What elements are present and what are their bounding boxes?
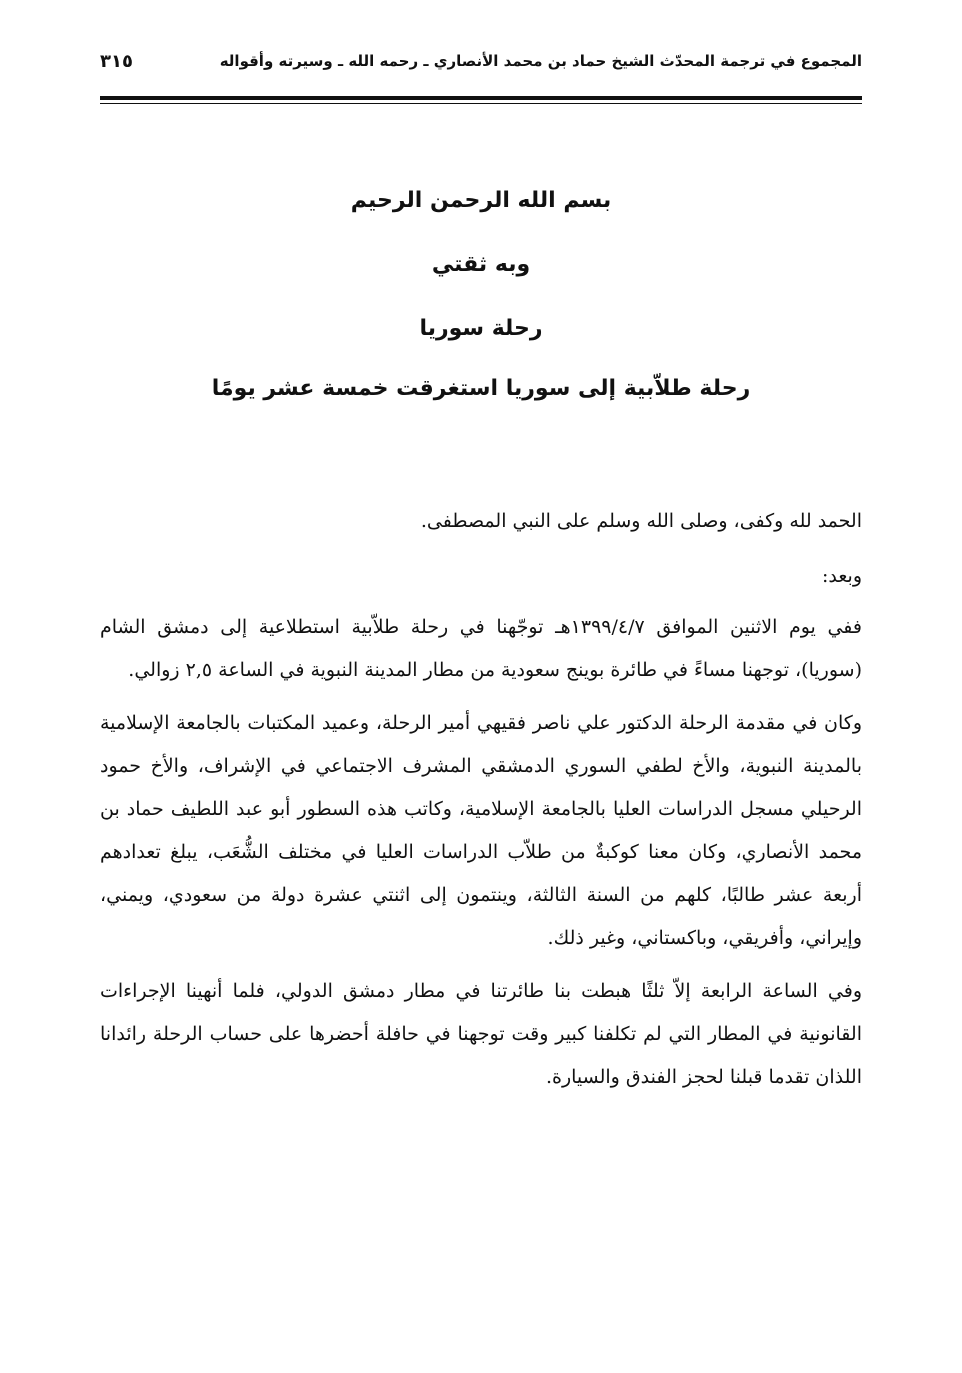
page-number: ٣١٥ <box>100 50 133 72</box>
chapter-title: رحلة سوريا <box>419 316 543 341</box>
chapter-subtitle: رحلة طلاّبية إلى سوريا استغرقت خمسة عشر يومًا <box>211 376 751 401</box>
paragraph-arrival: وفي الساعة الرابعة إلاّ ثلثًا هبطت بنا طائرتنا في مطار دمشق الدولي، فلما أنهينا الإجراءات القانونية في المطار التي لم تكلفنا كبير وقت توجهنا في حافلة أحضرها على حساب الرحلة رائدانا اللذان تقدما قبلنا لحجز الفندق والسيارة. <box>100 980 862 1088</box>
paragraph-departure: ففي يوم الاثنين الموافق ١٣٩٩/٤/٧هـ توجّهنا في رحلة طلاّبية استطلاعية إلى دمشق الشام (سوريا)، توجهنا مساءً في طائرة بوينج سعودية من مطار المدينة النبوية في الساعة ٢,٥ زوالي. <box>100 616 862 681</box>
book-title: المجموع في ترجمة المحدّث الشيخ حماد بن محمد الأنصاري ـ رحمه الله ـ وسيرته وأقواله <box>219 52 862 70</box>
header-rule-thin <box>100 103 862 104</box>
thiqati-heading: وبه ثقتي <box>431 252 531 277</box>
paragraph-participants: وكان في مقدمة الرحلة الدكتور علي ناصر فقيهي أمير الرحلة، وعميد المكتبات بالجامعة الإسلامية بالمدينة النبوية، والأخ لطفي السوري الدمشقي المشرف الاجتماعي في الإشراف، والأخ حمود الرحيلي مسجل الدراسات العليا بالجامعة الإسلامية، وكاتب هذه السطور أبو عبد اللطيف حماد بن محمد الأنصاري، وكان معنا كوكبةٌ من طلاّب الدراسات العليا في مختلف الشُّعَب، يبلغ تعدادهم أربعة عشر طالبًا، كلهم من السنة الثالثة، وينتمون إلى اثنتي عشرة دولة من سعودي، ويمني، وإيراني، وأفريقي، وباكستاني، وغير ذلك. <box>100 712 862 949</box>
section-headings <box>100 186 862 404</box>
running-header <box>100 44 862 78</box>
wa-bad-line: وبعد: <box>821 565 862 587</box>
header-rule-thick <box>100 96 862 100</box>
opening-line: الحمد لله وكفى، وصلى الله وسلم على النبي المصطفى. <box>420 510 862 532</box>
body-text <box>100 500 862 1099</box>
basmala-heading: بسم الله الرحمن الرحيم <box>350 188 612 213</box>
